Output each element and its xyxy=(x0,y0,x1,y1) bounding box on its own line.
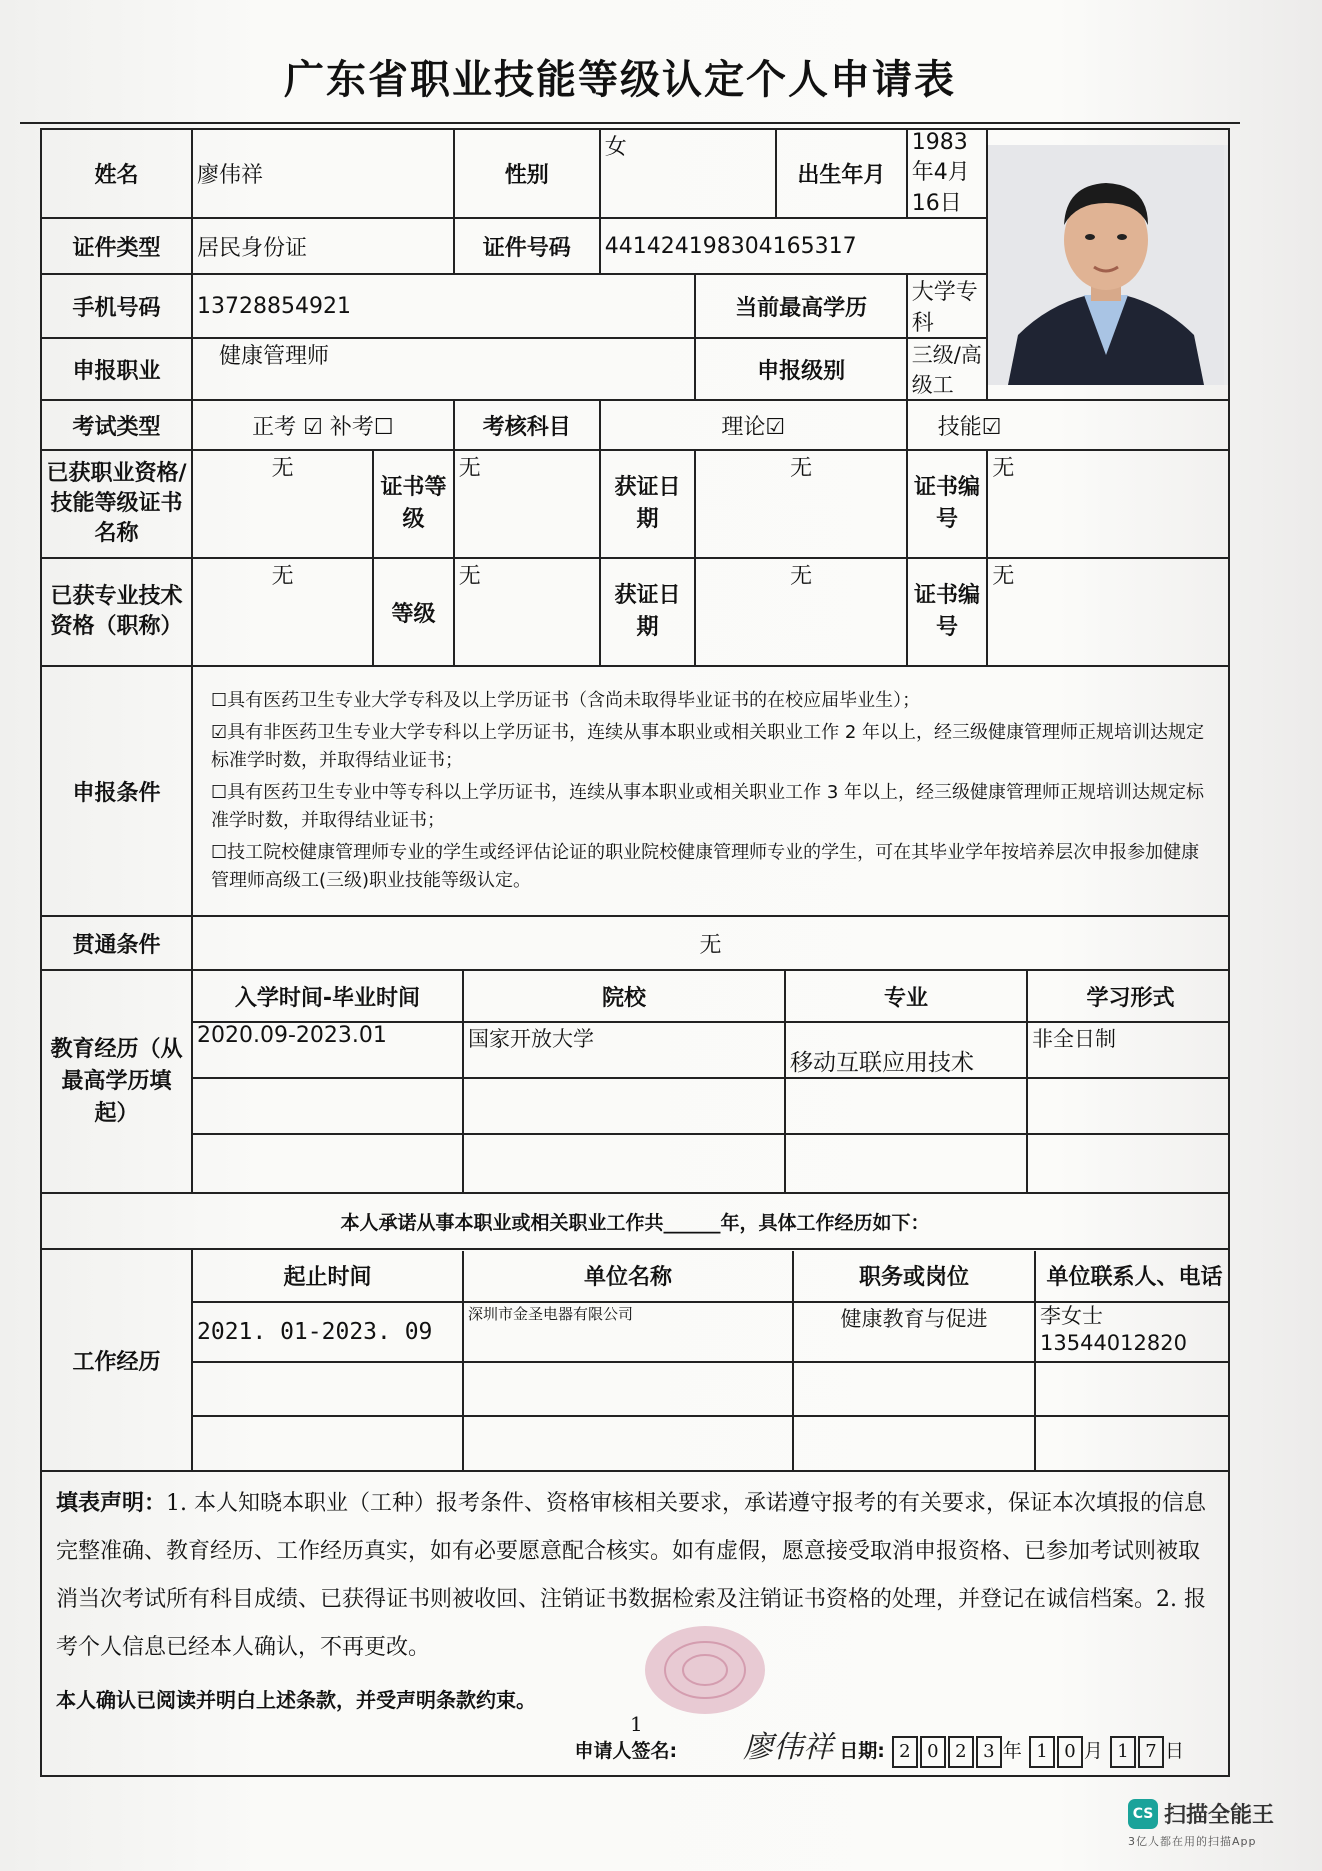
scanner-tagline: 3亿人都在用的扫描App xyxy=(1128,1835,1257,1848)
through-label: 贯通条件 xyxy=(41,916,192,970)
id-type-value: 居民身份证 xyxy=(192,218,454,274)
photo-cell xyxy=(987,129,1229,400)
work-header: 单位联系人、电话 xyxy=(1035,1251,1229,1302)
table-row xyxy=(193,1416,1229,1470)
work-header: 起止时间 xyxy=(193,1251,463,1302)
month-digit: 1 xyxy=(1029,1736,1055,1768)
edu-period: 2020.09-2023.01 xyxy=(193,1022,463,1078)
education-value: 大学专科 xyxy=(907,274,988,338)
gender-label: 性别 xyxy=(454,129,600,218)
phone-label: 手机号码 xyxy=(41,274,192,338)
work-header: 职务或岗位 xyxy=(793,1251,1035,1302)
title-no-label: 证书编号 xyxy=(907,558,988,666)
declaration-text xyxy=(56,1480,1214,1672)
title-divider xyxy=(20,122,1240,124)
fingerprint-mark xyxy=(640,1620,770,1720)
work-period: 2021. 01-2023. 09 xyxy=(193,1302,463,1362)
day-unit: 日 xyxy=(1164,1740,1184,1762)
date-label: 日期: xyxy=(839,1740,885,1762)
form-title: 广东省职业技能等级认定个人申请表 xyxy=(284,57,956,103)
phone-value: 13728854921 xyxy=(192,274,695,338)
id-no-label: 证件号码 xyxy=(454,218,600,274)
contact-phone: 13544012820 xyxy=(1040,1330,1187,1355)
edu-history-label: 教育经历（从最高学历填起） xyxy=(41,970,192,1193)
day-digit: 1 xyxy=(1110,1736,1136,1768)
exam-type-label: 考试类型 xyxy=(41,400,192,450)
edu-header: 院校 xyxy=(463,971,785,1022)
cert-date-value: 无 xyxy=(695,450,906,558)
handwritten-signature: 廖伟祥 xyxy=(743,1730,834,1765)
work-history-table-cell xyxy=(192,1249,1229,1471)
level-value: 三级/高级工 xyxy=(907,338,988,400)
year-digit: 3 xyxy=(976,1736,1002,1768)
level-label: 申报级别 xyxy=(695,338,906,400)
occupation-value: 健康管理师 xyxy=(192,338,695,400)
work-history-table xyxy=(193,1251,1229,1470)
cert-level-label: 证书等级 xyxy=(373,450,454,558)
edu-header: 学习形式 xyxy=(1027,971,1229,1022)
title-no-value: 无 xyxy=(987,558,1229,666)
id-no-value: 441424198304165317 xyxy=(600,218,988,274)
edu-header: 入学时间-毕业时间 xyxy=(193,971,463,1022)
applicant-photo xyxy=(988,145,1228,385)
education-label: 当前最高学历 xyxy=(695,274,906,338)
work-position: 健康教育与促进 xyxy=(793,1302,1035,1362)
title-level-value: 无 xyxy=(454,558,600,666)
portrait-image xyxy=(988,145,1224,385)
condition-item: ☐具有医药卫生专业中等专科以上学历证书，连续从事本职业或相关职业工作 3 年以上，经三级健康管理师正规培训达规定标准学时数，并取得结业证书； xyxy=(211,782,1205,831)
skill-option: 技能☑ xyxy=(907,400,1229,450)
conditions-list xyxy=(192,666,1229,916)
condition-item: ☐技工院校健康管理师专业的学生或经评估论证的职业院校健康管理师专业的学生，可在其毕业学年按培养层次申报参加健康管理师高级工(三级)职业技能等级认定。 xyxy=(211,842,1200,891)
through-value: 无 xyxy=(192,916,1229,970)
edu-major: 移动互联应用技术 xyxy=(785,1022,1027,1078)
month-unit: 月 xyxy=(1083,1740,1103,1762)
edu-header: 专业 xyxy=(785,971,1027,1022)
year-digit: 2 xyxy=(892,1736,918,1768)
day-digit: 7 xyxy=(1138,1736,1164,1768)
edu-history-table xyxy=(193,971,1229,1192)
declaration-confirm: 本人确认已阅读并明白上述条款，并受声明条款约束。 xyxy=(56,1688,536,1712)
year-digit: 0 xyxy=(920,1736,946,1768)
cert-level-value: 无 xyxy=(454,450,600,558)
application-form xyxy=(40,128,1230,1777)
scanner-app-name: 扫描全能王 xyxy=(1164,1803,1275,1828)
name-label: 姓名 xyxy=(41,129,192,218)
work-contact xyxy=(1035,1302,1229,1362)
work-header: 单位名称 xyxy=(463,1251,793,1302)
id-type-label: 证件类型 xyxy=(41,218,192,274)
scanner-watermark xyxy=(1128,1798,1274,1849)
title-name-value: 无 xyxy=(192,558,373,666)
condition-item: ☐具有医药卫生专业大学专科及以上学历证书（含尚未取得毕业证书的在校应届毕业生）； xyxy=(211,690,921,711)
theory-option: 理论☑ xyxy=(600,400,907,450)
gender-value: 女 xyxy=(600,129,776,218)
edu-school: 国家开放大学 xyxy=(463,1022,785,1078)
birth-value: 1983年4月16日 xyxy=(907,129,988,218)
table-row xyxy=(193,1078,1229,1134)
cert-no-label: 证书编号 xyxy=(907,450,988,558)
table-row xyxy=(193,1134,1229,1192)
edu-history-table-cell xyxy=(192,970,1229,1193)
table-row xyxy=(193,1302,1229,1362)
scanner-logo-icon: CS xyxy=(1128,1799,1158,1829)
title-level-label: 等级 xyxy=(373,558,454,666)
exam-type-options: 正考 ☑ 补考☐ xyxy=(192,400,454,450)
cert-name-label: 已获职业资格/技能等级证书名称 xyxy=(41,450,192,558)
table-row xyxy=(193,1362,1229,1416)
work-history-label: 工作经历 xyxy=(41,1249,192,1471)
contact-name: 李女士 xyxy=(1040,1303,1103,1328)
name-value: 廖伟祥 xyxy=(192,129,454,218)
year-unit: 年 xyxy=(1002,1740,1022,1762)
subjects-label: 考核科目 xyxy=(454,400,600,450)
month-digit: 0 xyxy=(1057,1736,1083,1768)
sign-label: 申请人签名: xyxy=(574,1740,678,1762)
work-company: 深圳市金圣电器有限公司 xyxy=(463,1302,793,1362)
cert-date-label: 获证日期 xyxy=(600,450,696,558)
cert-no-value: 无 xyxy=(987,450,1229,558)
conditions-label: 申报条件 xyxy=(41,666,192,916)
year-digit: 2 xyxy=(948,1736,974,1768)
cert-name-value: 无 xyxy=(192,450,373,558)
table-row xyxy=(193,1022,1229,1078)
title-date-value: 无 xyxy=(695,558,906,666)
birth-label: 出生年月 xyxy=(776,129,907,218)
occupation-label: 申报职业 xyxy=(41,338,192,400)
condition-item: ☑具有非医药卫生专业大学专科以上学历证书，连续从事本职业或相关职业工作 2 年以上，经三级健康管理师正规培训达规定标准学时数，并取得结业证书； xyxy=(211,722,1205,771)
declaration-heading: 填表声明： xyxy=(56,1491,167,1516)
work-statement: 本人承诺从事本职业或相关职业工作共______年，具体工作经历如下： xyxy=(41,1193,1229,1249)
edu-form: 非全日制 xyxy=(1027,1022,1229,1078)
declaration-body: 1. 本人知晓本职业（工种）报考条件、资格审核相关要求，承诺遵守报考的有关要求，保证本次填报的信息完整准确、教育经历、工作经历真实，如有必要愿意配合核实。如有虚假，愿意接受取消申报资格、已参加考试则被取消当次考试所有科目成绩、已获得证书则被收回、注销证书数据检索及注销证书资格的处理，并登记在诚信档案。2. 报考个人信息已经本人确认，不再更改。 xyxy=(56,1491,1207,1660)
title-name-label: 已获专业技术资格（职称） xyxy=(41,558,192,666)
title-date-label: 获证日期 xyxy=(600,558,696,666)
page-number: 1 xyxy=(630,1712,643,1736)
